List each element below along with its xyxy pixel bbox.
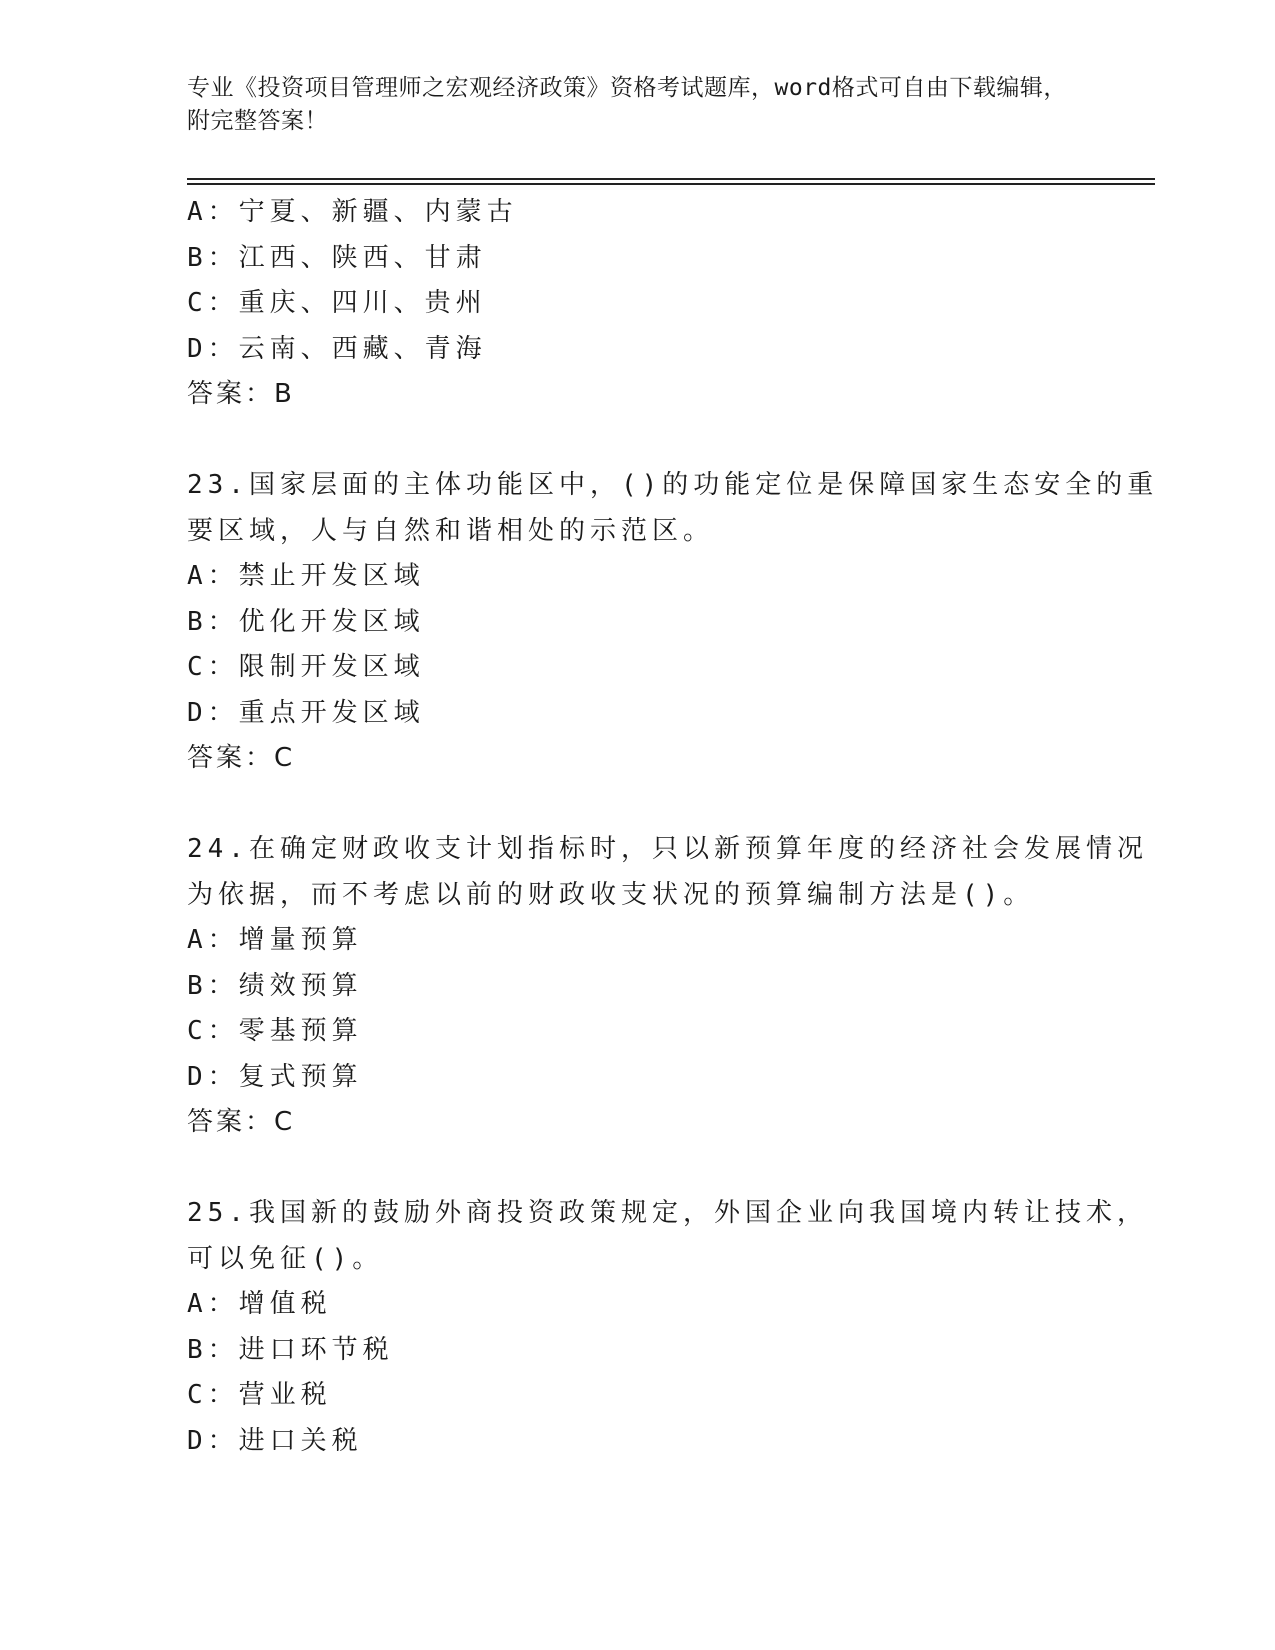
option-d: D：进口关税 [187, 1425, 363, 1456]
document-header: 专业《投资项目管理师之宏观经济政策》资格考试题库，word格式可自由下载编辑，附完整答案！ [187, 75, 1067, 134]
option-c: C：零基预算 [187, 1016, 363, 1046]
question-22 [187, 190, 1087, 418]
option-a: A：增值税 [187, 1289, 332, 1319]
header-divider-top [187, 178, 1155, 180]
spacer [187, 1146, 1087, 1192]
question-stem-line: 为依据，而不考虑以前的财政收支状况的预算编制方法是()。 [187, 879, 1035, 910]
question-24 [187, 827, 1148, 1146]
option-c: C：重庆、四川、贵州 [187, 288, 487, 318]
option-b: B：优化开发区域 [187, 606, 425, 637]
question-stem-line: 可以免征()。 [187, 1243, 384, 1274]
option-c: C：限制开发区域 [187, 652, 425, 682]
option-a: A：宁夏、新疆、内蒙古 [187, 197, 518, 227]
answer-line: 答案：B [187, 379, 295, 409]
spacer [187, 418, 1087, 464]
question-25 [187, 1191, 1148, 1464]
option-b: B：绩效预算 [187, 970, 363, 1001]
answer-line: 答案：C [187, 743, 296, 773]
question-stem-line: 25.我国新的鼓励外商投资政策规定，外国企业向我国境内转让技术， [187, 1198, 1148, 1228]
option-d: D：复式预算 [187, 1061, 363, 1092]
question-stem-line: 24.在确定财政收支计划指标时，只以新预算年度的经济社会发展情况 [187, 834, 1148, 864]
option-d: D：云南、西藏、青海 [187, 333, 487, 364]
question-list [187, 190, 1159, 1464]
option-d: D：重点开发区域 [187, 697, 425, 728]
header-divider-bottom [187, 183, 1155, 185]
question-stem-line: 要区域，人与自然和谐相处的示范区。 [187, 515, 715, 546]
answer-line: 答案：C [187, 1107, 296, 1137]
option-b: B：江西、陕西、甘肃 [187, 242, 487, 273]
question-stem-line: 23.国家层面的主体功能区中，()的功能定位是保障国家生态安全的重 [187, 470, 1159, 500]
spacer [187, 782, 1087, 828]
option-a: A：增量预算 [187, 925, 363, 955]
option-b: B：进口环节税 [187, 1334, 394, 1365]
option-c: C：营业税 [187, 1380, 332, 1410]
option-a: A：禁止开发区域 [187, 561, 425, 591]
question-23 [187, 463, 1159, 782]
